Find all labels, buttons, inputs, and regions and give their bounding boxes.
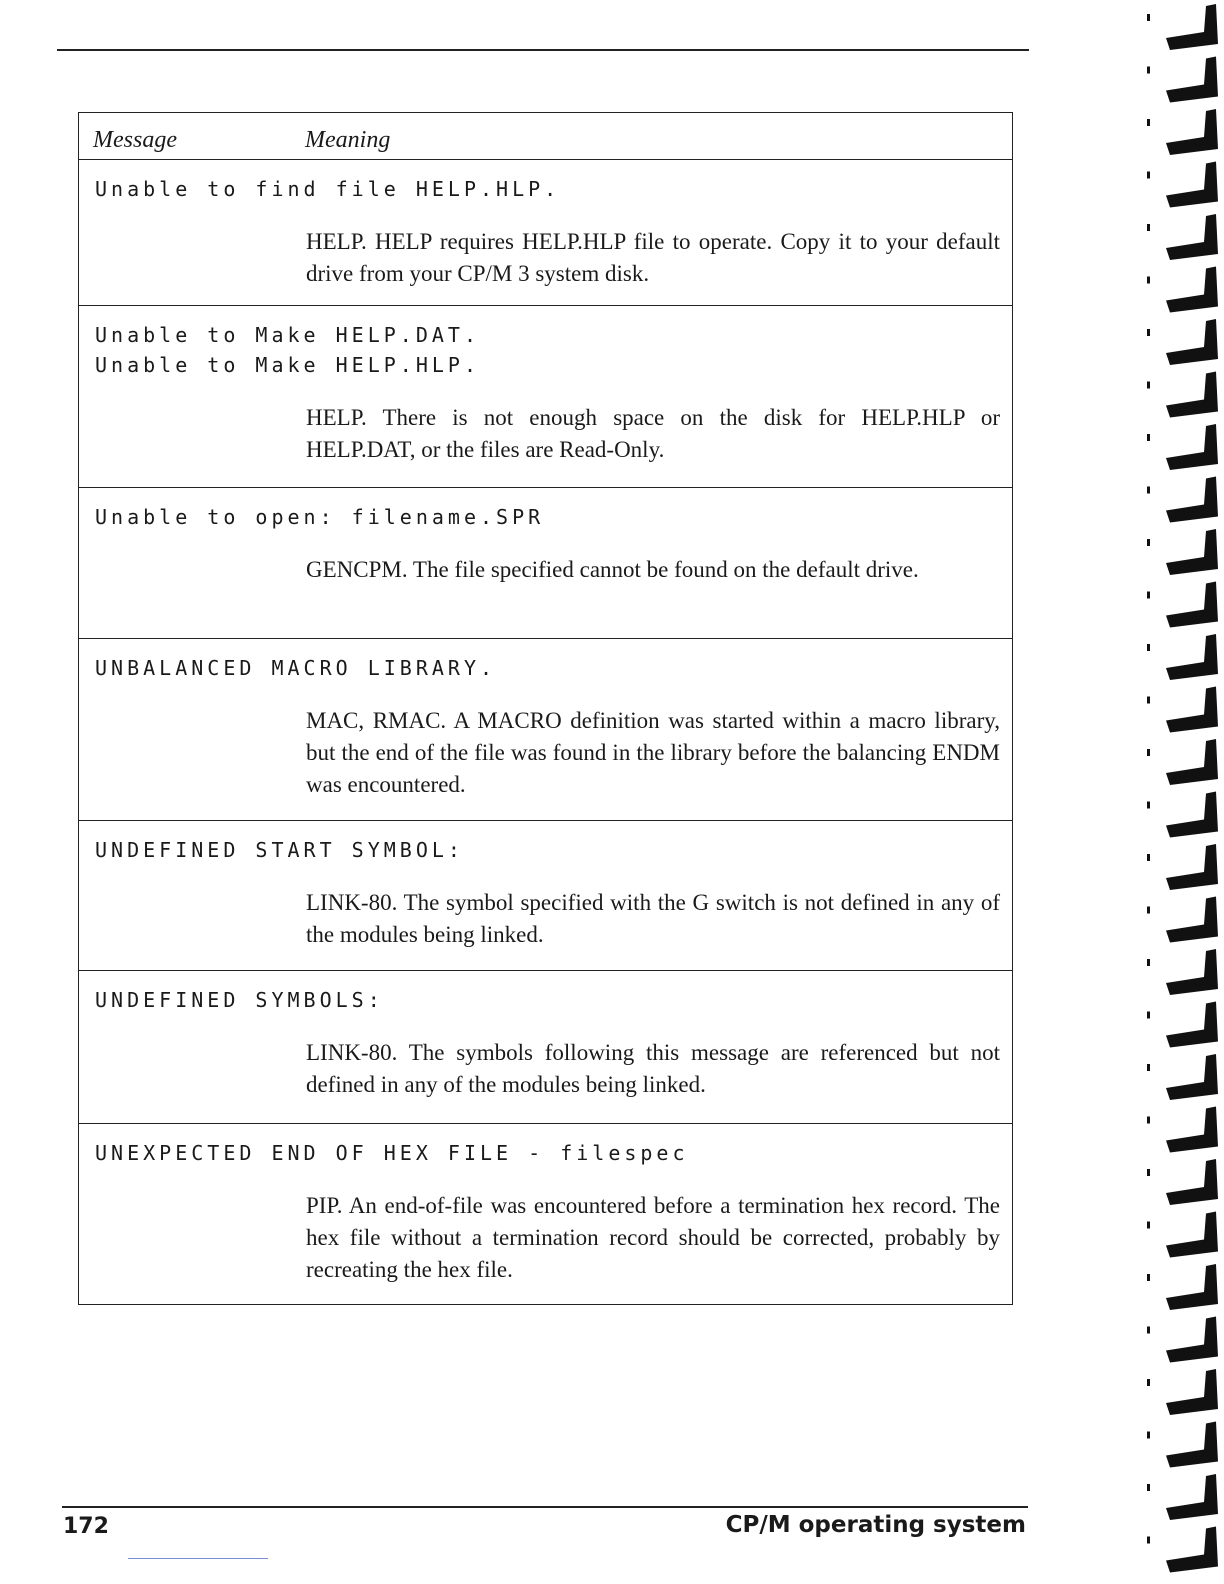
message-text: Unable to Make HELP.DAT. — [95, 323, 480, 347]
binding-tick — [1147, 907, 1150, 914]
binding-ring — [1166, 162, 1218, 208]
message-table — [78, 112, 1013, 1305]
binding-ring — [1166, 1422, 1218, 1468]
table-row — [79, 160, 1012, 306]
table-row — [79, 1124, 1012, 1304]
binding-tick — [1147, 697, 1150, 704]
binding-ring — [1166, 424, 1218, 470]
binding-tick — [1147, 959, 1150, 966]
binding-ring — [1166, 57, 1218, 103]
binding-tick — [1147, 539, 1150, 546]
binding-tick — [1147, 487, 1150, 494]
binding-tick — [1147, 119, 1150, 126]
binding-tick — [1147, 802, 1150, 809]
binding-tick — [1147, 329, 1150, 336]
row-messages — [79, 1124, 1012, 1168]
message-text: UNDEFINED SYMBOLS: — [95, 988, 384, 1012]
binding-tick — [1147, 224, 1150, 231]
binding-tick — [1147, 277, 1150, 284]
table-row — [79, 821, 1012, 971]
message-text: Unable to open: filename.SPR — [95, 505, 545, 529]
row-messages — [79, 821, 1012, 865]
header-message: Message — [93, 127, 177, 153]
binding-ring — [1166, 844, 1218, 890]
binding-ring — [1166, 1212, 1218, 1258]
table-header — [79, 113, 1012, 160]
binding-ring — [1166, 687, 1218, 733]
binding-ring — [1166, 477, 1218, 523]
binding-tick — [1147, 14, 1150, 21]
binding-ring — [1166, 582, 1218, 628]
binding-ring — [1166, 739, 1218, 785]
binding-tick — [1147, 1274, 1150, 1281]
message-text: UNEXPECTED END OF HEX FILE - filespec — [95, 1141, 689, 1165]
top-rule — [57, 49, 1029, 51]
message-text: Unable to Make HELP.HLP. — [95, 353, 480, 377]
binding-ring — [1166, 1264, 1218, 1310]
binding-ring — [1166, 1054, 1218, 1100]
binding-tick — [1147, 1379, 1150, 1386]
table-row — [79, 306, 1012, 488]
binding-ring — [1166, 319, 1218, 365]
meaning-text: LINK-80. The symbols following this message are referenced but not defined in any of the modules being linked. — [306, 1040, 1000, 1097]
binding-ring — [1166, 372, 1218, 418]
binding-ring — [1166, 1474, 1218, 1520]
binding-tick — [1147, 172, 1150, 179]
binding-tick — [1147, 644, 1150, 651]
binding-ring — [1166, 529, 1218, 575]
meaning-text: PIP. An end-of-file was encountered before a termination hex record. The hex file without a termination record should be corrected, probably by recreating the hex file. — [306, 1193, 1000, 1282]
binding-tick — [1147, 749, 1150, 756]
binding-tick — [1147, 854, 1150, 861]
running-title: CP/M operating system — [725, 1512, 1026, 1538]
binding-tick — [1147, 1064, 1150, 1071]
binding-tick — [1147, 434, 1150, 441]
page-number: 172 — [63, 1514, 109, 1539]
binding-ring — [1166, 1317, 1218, 1363]
binding-ring — [1166, 1527, 1218, 1573]
row-messages — [79, 639, 1012, 683]
meaning-text: HELP. HELP requires HELP.HLP file to operate. Copy it to your default drive from your CP/M 3 system disk. — [306, 229, 1000, 286]
binding-tick — [1147, 67, 1150, 74]
meaning-text: LINK-80. The symbol specified with the G switch is not defined in any of the modules being linked. — [306, 890, 1000, 947]
row-messages — [79, 160, 1012, 204]
footer-rule — [62, 1506, 1028, 1508]
binding-tick — [1147, 1432, 1150, 1439]
binding-tick — [1147, 1327, 1150, 1334]
row-messages — [79, 971, 1012, 1015]
binding-ring — [1166, 1369, 1218, 1415]
meaning-text: HELP. There is not enough space on the disk for HELP.HLP or HELP.DAT, or the files are Read-Only. — [306, 405, 1000, 462]
binding-tick — [1147, 1484, 1150, 1491]
table-row — [79, 639, 1012, 821]
meaning-text: MAC, RMAC. A MACRO definition was started within a macro library, but the end of the file was found in the library before the balancing ENDM was encountered. — [306, 708, 1000, 797]
binding-ring — [1166, 109, 1218, 155]
binding-ring — [1166, 1159, 1218, 1205]
binding-tick — [1147, 1222, 1150, 1229]
binding-tick — [1147, 1117, 1150, 1124]
binding-tick — [1147, 1012, 1150, 1019]
binding-tick — [1147, 1169, 1150, 1176]
header-meaning: Meaning — [305, 127, 391, 153]
message-text: UNBALANCED MACRO LIBRARY. — [95, 656, 497, 680]
binding-tick — [1147, 1537, 1150, 1544]
message-text: UNDEFINED START SYMBOL: — [95, 838, 464, 862]
binding-ring — [1166, 1107, 1218, 1153]
binding-ring — [1166, 1002, 1218, 1048]
binding-ring — [1166, 949, 1218, 995]
binding-ring — [1166, 897, 1218, 943]
binding-ring — [1166, 4, 1218, 50]
binding-tick — [1147, 592, 1150, 599]
table-row — [79, 971, 1012, 1124]
binding-ring — [1166, 634, 1218, 680]
binding-ring — [1166, 792, 1218, 838]
binding-ring — [1166, 267, 1218, 313]
row-messages — [79, 488, 1012, 532]
binding-ring — [1166, 214, 1218, 260]
message-text: Unable to find file HELP.HLP. — [95, 177, 561, 201]
binding-tick — [1147, 382, 1150, 389]
table-row — [79, 488, 1012, 639]
meaning-text: GENCPM. The file specified cannot be found on the default drive. — [306, 557, 919, 582]
spiral-binding — [1124, 0, 1224, 1584]
row-messages — [79, 306, 1012, 380]
link-underline — [128, 1558, 268, 1559]
